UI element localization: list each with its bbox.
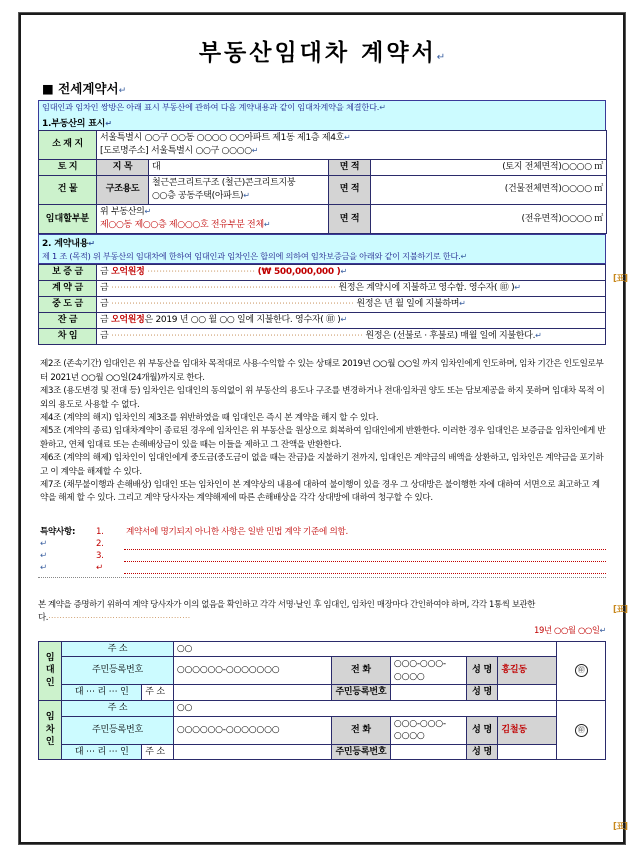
lessor-name-text: 홍길동 bbox=[501, 665, 527, 676]
return-glyph: ↵ bbox=[340, 315, 347, 325]
value-land-category: 대 bbox=[149, 159, 329, 175]
label-deposit: 보 증 금 bbox=[39, 265, 97, 281]
table-row-interim bbox=[39, 297, 606, 313]
return-glyph: ↵ bbox=[251, 145, 259, 155]
value-lessee-phone[interactable]: ○○○-○○○-○○○○ bbox=[390, 716, 466, 744]
return-glyph: ↵ bbox=[344, 132, 351, 142]
special-terms-section bbox=[38, 510, 606, 579]
clause-2: 제2조 (존속기간) 임대인은 위 부동산을 임대차 목적대로 사용·수익할 수 있는 상태로 2019년 ○○월 ○○일 까지 임차인에게 인도하며, 임차 기간은 인도일로부터 2021년 ○○월 ○○일(24개월)까지로 한다. bbox=[40, 359, 604, 383]
value-building-structure bbox=[149, 175, 329, 204]
label-lessor-agent-address: 주 소 bbox=[142, 685, 174, 701]
special-terms-table bbox=[38, 524, 606, 575]
label-lessee-agent-resident-number: 주민등록번호 bbox=[331, 744, 390, 760]
return-glyph: ↵ bbox=[40, 562, 47, 573]
label-building-area: 면 적 bbox=[329, 175, 371, 204]
table-row-lessee-address bbox=[39, 700, 606, 716]
leased-part-line-1: 위 부동산의 bbox=[100, 207, 145, 218]
special-term-number-1: 1. bbox=[96, 526, 104, 537]
label-leased-part: 임대할부분 bbox=[39, 205, 97, 234]
special-term-text-2 bbox=[124, 538, 606, 550]
clause-5: 제5조 (계약의 종료) 임대차계약이 종료된 경우에 임차인은 위 부동산을 원상으로 회복하여 임대인에게 반환한다. 이러한 경우 임대인은 보증금을 임차인에게 반환하고, 연체 임대료 또는 손해배상금이 있을 때는 이들을 제하고 그 잔액을 반환한다. bbox=[40, 426, 606, 450]
value-lessee-agent-address[interactable] bbox=[173, 744, 331, 760]
party-label-lessee bbox=[39, 700, 62, 759]
table-marker-property: [표] bbox=[613, 274, 628, 284]
property-table bbox=[38, 130, 607, 234]
label-lessee-address: 주 소 bbox=[62, 700, 174, 716]
value-lessor-phone[interactable]: ○○○-○○○-○○○○ bbox=[390, 657, 466, 685]
contract-date-text: 19년 ○○월 ○○일 bbox=[534, 624, 600, 635]
table-row-land bbox=[39, 159, 607, 175]
party-char: 대 bbox=[45, 665, 55, 676]
table-row-lessee-id bbox=[39, 716, 606, 744]
return-glyph: ↵ bbox=[243, 190, 250, 200]
return-glyph: ↵ bbox=[459, 299, 466, 309]
party-char: 임 bbox=[45, 712, 55, 723]
return-glyph: ↵ bbox=[144, 207, 151, 217]
building-structure-line-1: 철근콘크리트구조 (철근)콘크리트지붕 bbox=[152, 177, 296, 188]
label-lessor-name: 성 명 bbox=[466, 657, 498, 685]
special-term-text-4 bbox=[124, 562, 606, 574]
special-term-number-3: 3. bbox=[96, 550, 104, 561]
value-rent: 금 ⋯⋯⋯⋯⋯⋯⋯⋯⋯⋯⋯⋯⋯⋯⋯⋯⋯⋯⋯⋯⋯⋯⋯⋯⋯⋯⋯⋯ 원정은 (선불로 · 후불로) 매월 일에 지불한다.↵ bbox=[97, 329, 606, 345]
table-row-balance bbox=[39, 313, 606, 329]
lessee-seal bbox=[557, 700, 606, 759]
downpayment-tail: 원정은 계약시에 지불하고 영수함. 영수자( ㊞ ) bbox=[338, 283, 515, 294]
clause-4: 제4조 (계약의 해지) 임차인의 제3조를 위반하였을 때 임대인은 즉시 본 계약을 해지 할 수 있다. bbox=[40, 412, 379, 423]
party-char: 임 bbox=[45, 652, 55, 663]
label-lessor-agent-name: 성 명 bbox=[466, 685, 498, 701]
rent-prefix: 금 bbox=[100, 331, 109, 342]
return-glyph: ↵ bbox=[88, 239, 95, 249]
party-char: 인 bbox=[45, 678, 55, 689]
party-char: 차 bbox=[45, 724, 55, 735]
return-glyph: ↵ bbox=[379, 103, 386, 112]
return-glyph: ↵ bbox=[96, 562, 103, 573]
document-title-text: 부동산임대차 계약서 bbox=[198, 40, 437, 66]
value-lessor-name[interactable] bbox=[498, 657, 557, 685]
table-row-address bbox=[39, 130, 607, 159]
subtitle-text: 전세계약서 bbox=[58, 81, 119, 96]
value-lessee-agent-name[interactable] bbox=[498, 744, 557, 760]
table-row-lessor-agent bbox=[39, 685, 606, 701]
table-row-building bbox=[39, 175, 607, 204]
clause-3: 제3조 (용도변경 및 전대 등) 임차인은 임대인의 동의없이 위 부동산의 용도나 구조를 변경하거나 전대·임차권 양도 또는 담보제공을 하지 못하며 임대차 목적 이외의 용도로 사용할 수 없다. bbox=[40, 386, 605, 410]
contract-date bbox=[38, 624, 606, 637]
label-land-area: 면 적 bbox=[329, 159, 371, 175]
value-lessor-agent-address[interactable] bbox=[173, 685, 331, 701]
value-leased-area: (전유면적)○○○○ ㎡ bbox=[371, 205, 607, 234]
value-downpayment: 금 ⋯⋯⋯⋯⋯⋯⋯⋯⋯⋯⋯⋯⋯⋯⋯⋯⋯⋯⋯⋯⋯⋯⋯⋯⋯ 원정은 계약시에 지불하고 영수함. 영수자( ㊞ )↵ bbox=[97, 281, 606, 297]
value-building-area: (건물전체면적)○○○○ ㎡ bbox=[371, 175, 607, 204]
section-1-heading bbox=[38, 115, 606, 130]
lessee-name-text: 김철동 bbox=[501, 724, 527, 735]
special-term-row bbox=[38, 550, 606, 562]
label-building-structure: 구조용도 bbox=[97, 175, 149, 204]
special-term-text-1: 계약서에 명기되지 아니한 사항은 일반 민법 계약 기준에 의함. bbox=[126, 526, 348, 537]
label-address: 소 재 지 bbox=[39, 130, 97, 159]
special-term-row bbox=[38, 538, 606, 550]
rent-tail: 원정은 (선불로 · 후불로) 매월 일에 지불한다. bbox=[365, 331, 536, 342]
address-line-1: 서울특별시 ○○구 ○○동 ○○○○ ○○아파트 제1동 제1층 제4호 bbox=[100, 132, 345, 143]
deposit-amount-figure: (₩ 500,000,000 ) bbox=[257, 267, 341, 278]
seal-icon: ㊞ bbox=[575, 664, 588, 677]
value-leased-part bbox=[97, 205, 329, 234]
return-glyph: ↵ bbox=[460, 252, 467, 262]
return-glyph: ↵ bbox=[436, 52, 446, 63]
label-interim: 중 도 금 bbox=[39, 297, 97, 313]
balance-prefix: 금 bbox=[100, 315, 109, 326]
label-lessee-name: 성 명 bbox=[466, 716, 498, 744]
table-marker-special: [표] bbox=[613, 605, 628, 615]
table-row-lessee-agent bbox=[39, 744, 606, 760]
special-terms-label: 특약사항: bbox=[40, 526, 76, 537]
return-glyph: ↵ bbox=[118, 86, 127, 96]
value-lessor-agent-name[interactable] bbox=[498, 685, 557, 701]
value-lessee-address[interactable]: ○○ bbox=[173, 700, 557, 716]
document-sheet bbox=[28, 20, 616, 838]
return-glyph: ↵ bbox=[514, 283, 521, 293]
balance-tail: 은 2019 년 ○○ 월 ○○ 일에 지불한다. 영수자( ㊞ ) bbox=[144, 315, 341, 326]
value-land-area: (토지 전체면적)○○○○ ㎡ bbox=[371, 159, 607, 175]
closing-section bbox=[38, 588, 606, 636]
value-lessee-resident-number[interactable]: ○○○○○○-○○○○○○○ bbox=[173, 716, 331, 744]
value-balance bbox=[97, 313, 606, 329]
label-lessee-agent-address: 주 소 bbox=[142, 744, 174, 760]
value-lessor-address[interactable]: ○○ bbox=[173, 641, 557, 657]
return-glyph: ↵ bbox=[40, 550, 47, 561]
signature-table bbox=[38, 641, 606, 761]
leased-part-line-2: 제○○동 제○○층 제○○○호 전유부분 전체 bbox=[100, 220, 264, 231]
label-lessor-phone: 전 화 bbox=[331, 657, 390, 685]
return-glyph: ↵ bbox=[40, 538, 47, 549]
label-lessor-agent: 대 ⋯ 리 ⋯ 인 bbox=[62, 685, 142, 701]
return-glyph: ↵ bbox=[263, 220, 271, 230]
party-label-lessor bbox=[39, 641, 62, 700]
building-structure-line-2: ○○층 공동주택(아파트) bbox=[152, 190, 244, 201]
label-balance: 잔 금 bbox=[39, 313, 97, 329]
return-glyph: ↵ bbox=[105, 118, 112, 128]
downpayment-prefix: 금 bbox=[100, 283, 109, 294]
return-glyph: ↵ bbox=[535, 331, 542, 341]
clause-list bbox=[38, 352, 606, 505]
intro-statement bbox=[38, 100, 606, 115]
section-bullet: ■ bbox=[42, 81, 54, 96]
label-lessor-agent-resident-number: 주민등록번호 bbox=[331, 685, 390, 701]
payment-table bbox=[38, 264, 606, 345]
document-subtitle bbox=[42, 79, 606, 97]
special-term-row bbox=[38, 524, 606, 538]
interim-tail: 원정은 년 월 일에 지불하며 bbox=[356, 299, 460, 310]
special-term-row bbox=[38, 562, 606, 574]
value-lessor-agent-resident-number[interactable] bbox=[390, 685, 466, 701]
section-2-heading bbox=[38, 234, 606, 250]
label-lessee-resident-number: 주민등록번호 bbox=[62, 716, 174, 744]
table-marker-signature: [표] bbox=[613, 822, 628, 832]
clause-7: 제7조 (채무불이행과 손해배상) 임대인 또는 임차인이 본 계약상의 내용에 대하여 불이행이 있을 경우 그 상대방은 불이행한 자에 대하여 서면으로 최고하고 계약을 해제 할 수 있다. 그리고 계약 당사자는 계약해제에 따른 손해배상을 각각 상대방에 대하여 청구할 수 있다. bbox=[40, 480, 600, 504]
deposit-amount-words: 오억원정 bbox=[110, 267, 145, 278]
clause-6: 제6조 (계약의 해제) 임차인이 임대인에게 중도금(중도금이 없을 때는 잔금)을 지불하기 전까지, 임대인은 계약금의 배액을 상환하고, 임차인은 계약금을 포기하고 이 계약을 해제할 수 있다. bbox=[40, 453, 604, 477]
closing-body: 본 계약을 증명하기 위하여 계약 당사자가 이의 없음을 확인하고 각각 서명·날인 후 임대인, 임차인 매장마다 간인하여야 하며, 각각 1통씩 보관한다. bbox=[38, 599, 536, 622]
label-leased-area: 면 적 bbox=[329, 205, 371, 234]
label-building: 건 물 bbox=[39, 175, 97, 204]
balance-amount-words: 오억원정 bbox=[110, 315, 145, 326]
interim-prefix: 금 bbox=[100, 299, 109, 310]
closing-text: 본 계약을 증명하기 위하여 계약 당사자가 이의 없음을 확인하고 각각 서명·날인 후 임대인, 임차인 매장마다 간인하여야 하며, 각각 1통씩 보관한다.⋯⋯⋯⋯⋯⋯⋯⋯⋯⋯⋯⋯⋯⋯⋯⋯⋯ bbox=[38, 599, 536, 622]
table-row-lessor-address bbox=[39, 641, 606, 657]
table-row-leased-part bbox=[39, 205, 607, 234]
value-lessee-agent-resident-number[interactable] bbox=[390, 744, 466, 760]
deposit-prefix: 금 bbox=[100, 267, 109, 278]
label-lessee-phone: 전 화 bbox=[331, 716, 390, 744]
special-term-text-3 bbox=[124, 550, 606, 562]
article-1-body: 제 1 조 (목적) 위 부동산의 임대차에 한하여 임대인과 임차인은 합의에 의하여 임차보증금을 아래와 같이 지불하기로 한다. bbox=[42, 251, 461, 262]
label-downpayment: 계 약 금 bbox=[39, 281, 97, 297]
return-glyph: ↵ bbox=[599, 625, 606, 635]
table-row-downpayment bbox=[39, 281, 606, 297]
section-1-heading-text: 1.부동산의 표시 bbox=[42, 118, 106, 129]
section-2-heading-text: 2. 계약내용 bbox=[42, 239, 89, 250]
label-land-category: 지 목 bbox=[97, 159, 149, 175]
table-row-lessor-id bbox=[39, 657, 606, 685]
label-land: 토 지 bbox=[39, 159, 97, 175]
party-char: 인 bbox=[45, 737, 55, 748]
article-1-text bbox=[38, 250, 606, 264]
label-lessee-agent: 대 ⋯ 리 ⋯ 인 bbox=[62, 744, 142, 760]
table-row-deposit bbox=[39, 265, 606, 281]
address-line-2: [도로명주소] 서울특별시 ○○구 ○○○○ bbox=[100, 145, 252, 156]
seal-icon: ㊞ bbox=[575, 724, 588, 737]
table-row-rent bbox=[39, 329, 606, 345]
intro-statement-text: 임대인과 임차인 쌍방은 아래 표시 부동산에 관하여 다음 계약내용과 같이 임대차계약을 체결한다. bbox=[42, 102, 380, 112]
label-lessee-agent-name: 성 명 bbox=[466, 744, 498, 760]
lessor-seal bbox=[557, 641, 606, 700]
label-lessor-address: 주 소 bbox=[62, 641, 174, 657]
value-deposit: 금 오억원정 ⋯⋯⋯⋯⋯⋯⋯⋯⋯⋯⋯⋯ (₩ 500,000,000 )↵ bbox=[97, 265, 606, 281]
label-lessor-resident-number: 주민등록번호 bbox=[62, 657, 174, 685]
page-title bbox=[38, 34, 606, 67]
value-lessee-name[interactable] bbox=[498, 716, 557, 744]
value-address bbox=[97, 130, 607, 159]
special-term-number-2: 2. bbox=[96, 538, 104, 549]
value-lessor-resident-number[interactable]: ○○○○○○-○○○○○○○ bbox=[173, 657, 331, 685]
return-glyph: ↵ bbox=[340, 267, 347, 277]
value-interim: 금 ⋯⋯⋯⋯⋯⋯⋯⋯⋯⋯⋯⋯⋯⋯⋯⋯⋯⋯⋯⋯⋯⋯⋯⋯⋯⋯⋯ 원정은 년 월 일에 지불하며↵ bbox=[97, 297, 606, 313]
label-rent: 차 임 bbox=[39, 329, 97, 345]
